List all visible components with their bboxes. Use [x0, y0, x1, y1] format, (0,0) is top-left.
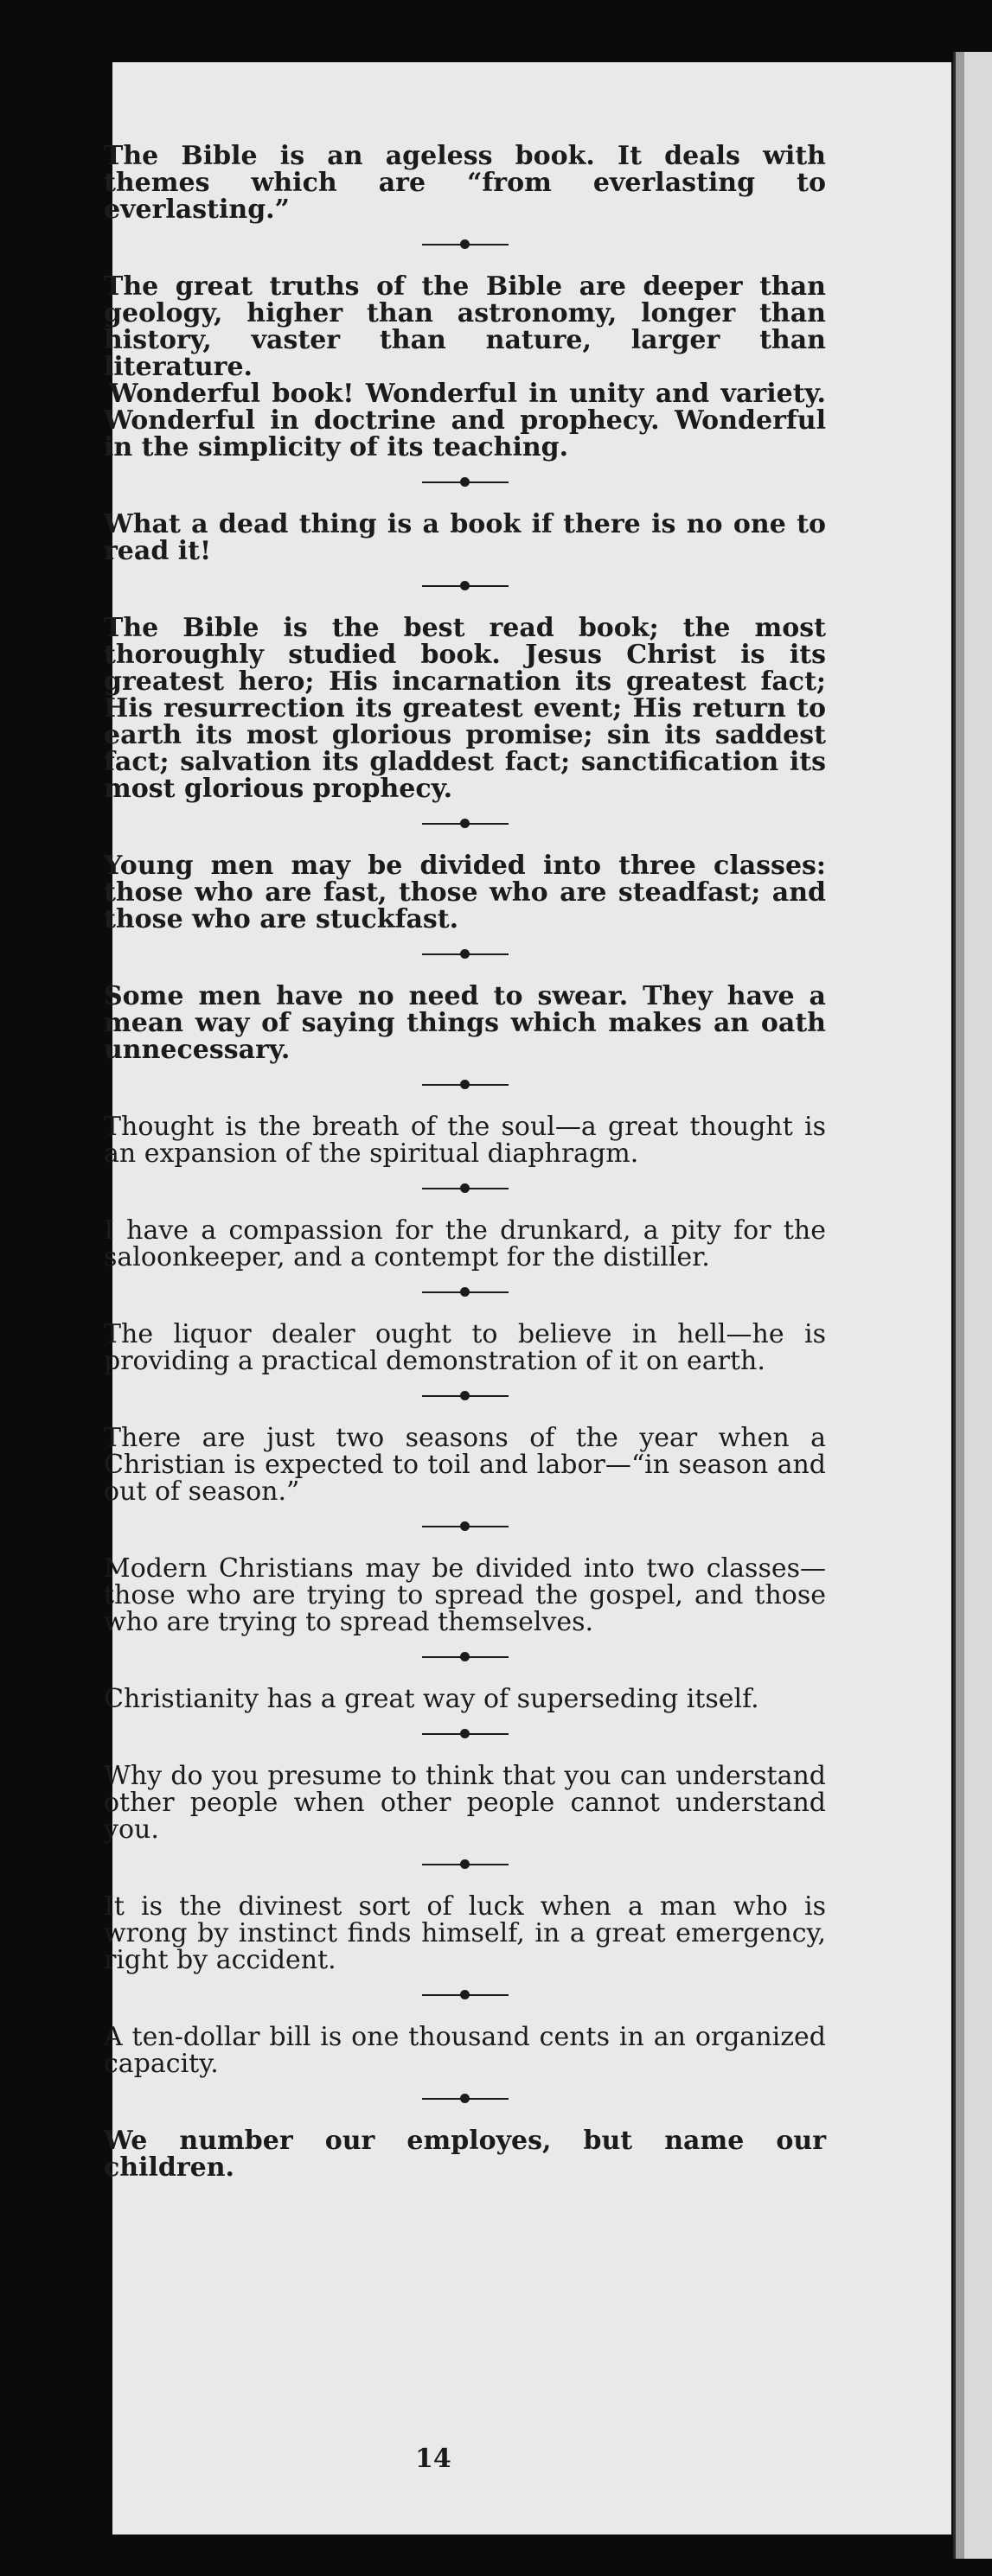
separator: [104, 1517, 826, 1536]
paragraph-divinest-luck: It is the divinest sort of luck when a man who is wrong by instinct finds himself, in a great emergency, right by accident.: [104, 1891, 826, 1975]
separator: [104, 1725, 826, 1744]
paragraph-dead-thing: What a dead thing is a book if there is no one to read it!: [104, 509, 826, 566]
paragraph-employes: We number our employes, but name our children.: [104, 2126, 826, 2183]
page-number: 14: [415, 2444, 451, 2474]
separator: [104, 945, 826, 964]
paragraph-two-seasons: There are just two seasons of the year when a Christian is expected to toil and labor—“in season and out of season.”: [104, 1423, 826, 1507]
paragraph-great-truths: The great truths of the Bible are deeper than geology, higher than astronomy, longer than history, vaster than nature, larger than literature.: [104, 271, 826, 382]
paragraph-ten-dollar-bill: A ten-dollar bill is one thousand cents in an organized capacity.: [104, 2022, 826, 2079]
separator: [104, 577, 826, 596]
paragraph-liquor-dealer: The liquor dealer ought to believe in hell—he is providing a practical demonstration of it on earth.: [104, 1319, 826, 1376]
paragraph-presume: Why do you presume to think that you can understand other people when other people cannot understand you.: [104, 1761, 826, 1845]
paragraph-thought: Thought is the breath of the soul—a great thought is an expansion of the spiritual diaphragm.: [104, 1112, 826, 1169]
separator: [104, 473, 826, 492]
paragraph-bible-ageless: The Bible is an ageless book. It deals with themes which are “from everlasting to everlasting.”: [104, 141, 826, 225]
separator: [104, 2089, 826, 2108]
separator: [104, 1986, 826, 2005]
paragraph-best-read-book: The Bible is the best read book; the most thoroughly studied book. Jesus Christ is its greatest hero; His incarnation its greatest fact; His resurrection its greatest event; His return to earth its most glorious promise; sin its saddest fact; salvation its gladdest fact; sanctification its most glorious prophecy.: [104, 613, 826, 804]
separator: [104, 235, 826, 254]
separator: [104, 1283, 826, 1302]
paragraph-modern-christians: Modern Christians may be divided into two classes—those who are trying to spread the gospel, and those who are trying to spread themselves.: [104, 1553, 826, 1637]
paragraph-compassion: I have a compassion for the drunkard, a pity for the saloonkeeper, and a contempt for the distiller.: [104, 1215, 826, 1272]
adjacent-page-edge: [953, 52, 992, 2559]
separator: [104, 1855, 826, 1874]
paragraph-swear: Some men have no need to swear. They have a mean way of saying things which makes an oath unnecessary.: [104, 981, 826, 1065]
separator: [104, 1179, 826, 1198]
separator: [104, 1075, 826, 1094]
separator: [104, 814, 826, 833]
paragraph-young-men: Young men may be divided into three classes: those who are fast, those who are steadfast; and those who are stuckfast.: [104, 851, 826, 934]
separator: [104, 1648, 826, 1667]
paragraph-wonderful-book: Wonderful book! Wonderful in unity and variety. Wonderful in doctrine and prophecy. Wonderful in the simplicity of its teaching.: [104, 379, 826, 462]
separator: [104, 1387, 826, 1406]
paragraph-christianity: Christianity has a great way of superseding itself.: [104, 1684, 759, 1714]
text-column: [104, 143, 826, 2181]
